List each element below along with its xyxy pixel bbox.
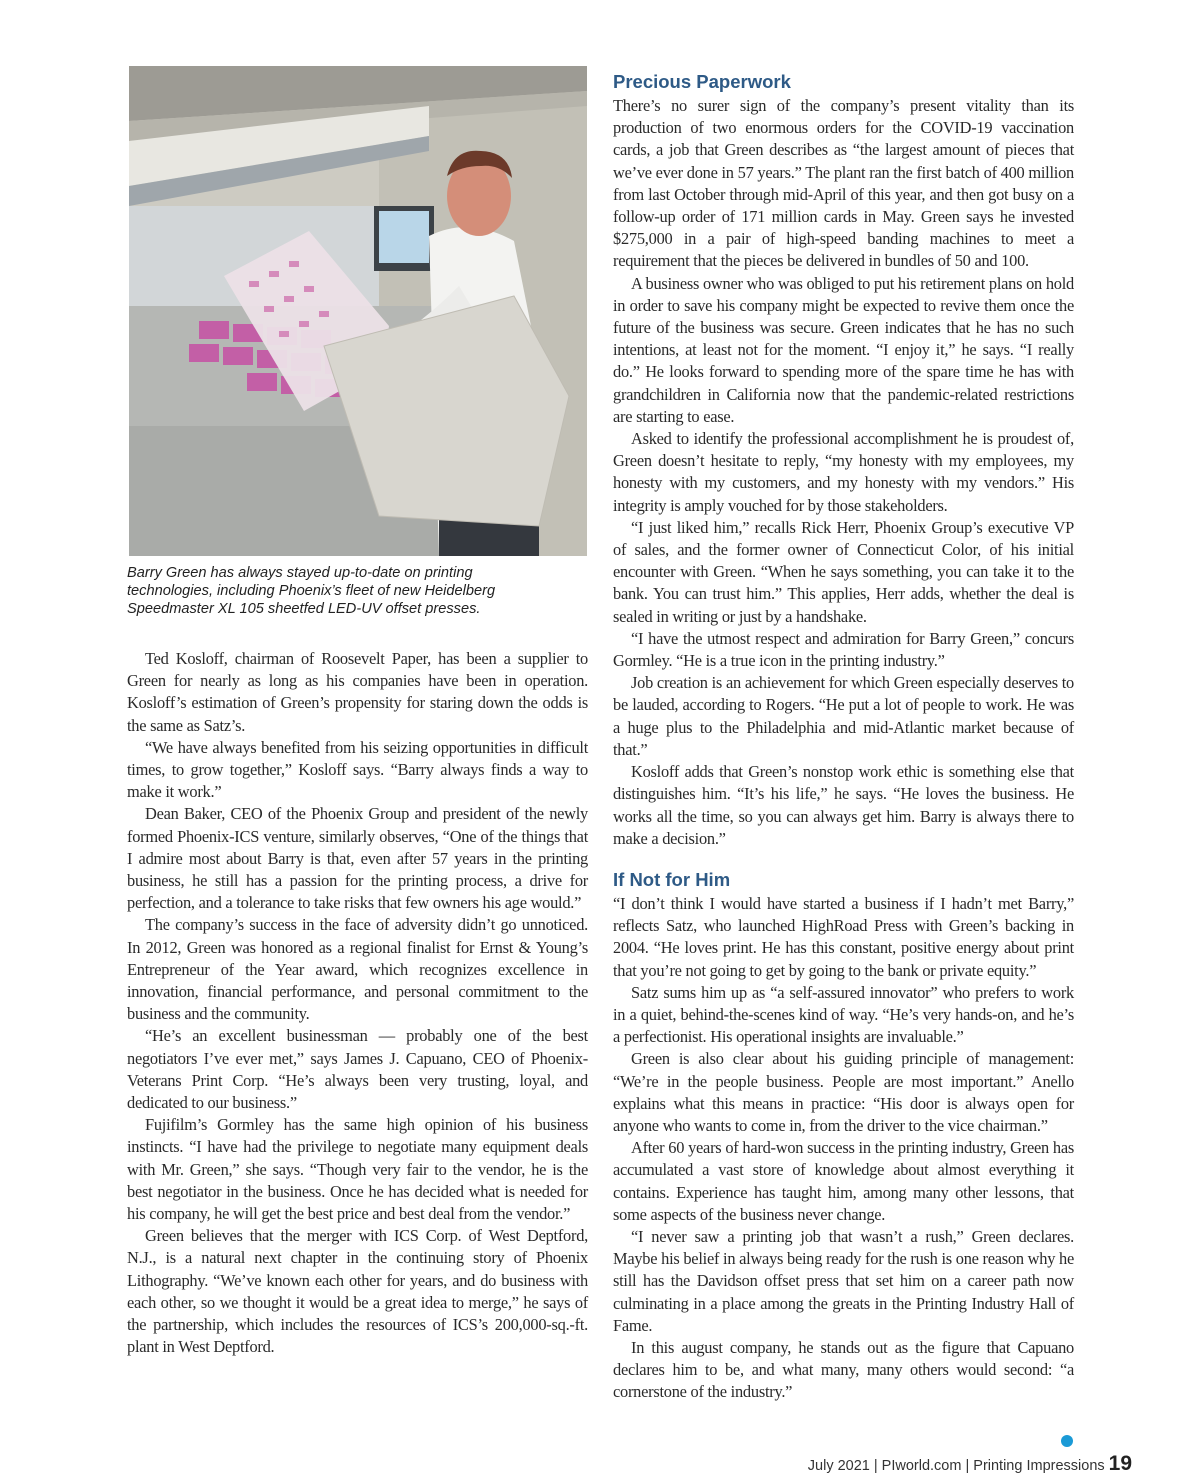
left-article-body (127, 648, 588, 1359)
paragraph: “I never saw a printing job that wasn’t a rush,” Green declares. Maybe his belief in always being ready for the rush is one reason why he still has the Davidson offset press that set him on a career path now culminating in a place among the greats in the Printing Industry Hall of Fame. (613, 1226, 1074, 1335)
paragraph: Fujifilm’s Gormley has the same high opinion of his business instincts. “I have had the privilege to negotiate many equipment deals with Mr. Green,” she says. “Though very fair to the vendor, he is the best negotiator in the business. Once he has decided what is needed for his company, he will get the best price and best deal from the vendor.” (127, 1115, 588, 1224)
paragraph: There’s no surer sign of the company’s present vitality than its production of two enormous orders for the COVID-19 vaccination cards, a job that Green describes as “the largest amount of pieces that we’ve ever done in 57 years.” The plant ran the first batch of 400 million from last October through mid-April of this year, and then got busy on a follow-up order of 171 million cards in May. Green says he invested $275,000 in a pair of high-speed banding machines to meet a requirement that the pieces be delivered in bundles of 50 and 100. (613, 96, 1074, 271)
paragraph: Job creation is an achievement for which Green especially deserves to be lauded, according to Rogers. “He put a lot of people to work. He was a huge plus to the Philadelphia and mid-Atlantic market because of that.” (613, 673, 1074, 759)
paragraph: Ted Kosloff, chairman of Roosevelt Paper, has been a supplier to Green for nearly as long as his companies have been in operation. Kosloff’s estimation of Green’s propensity for staring down the odds is the same as Satz’s. (127, 649, 588, 735)
section-heading-if-not-for-him: If Not for Him (613, 868, 731, 890)
page-number: 19 (1108, 1452, 1132, 1475)
paragraph: The company’s success in the face of adversity didn’t go unnoticed. In 2012, Green was honored as a regional finalist for Ernst & Young’s Entrepreneur of the Year award, which recognizes excellence in innovation, financial performance, and personal commitment to the business and the community. (127, 915, 588, 1024)
footer-text: July 2021 | PIworld.com | Printing Impressions (807, 1458, 1105, 1474)
paragraph: After 60 years of hard-won success in the printing industry, Green has accumulated a vast store of knowledge about almost everything it contains. Experience has taught him, among many other lessons, that some aspects of the business never change. (613, 1138, 1074, 1224)
paragraph: “We have always benefited from his seizing opportunities in difficult times, to grow together,” Kosloff says. “Barry always finds a way to make it work.” (127, 737, 588, 802)
page-footer (808, 1452, 1132, 1476)
paragraph: “I just liked him,” recalls Rick Herr, Phoenix Group’s executive VP of sales, and the former owner of Connecticut Color, of his initial encounter with Green. “When he says something, you can take it to the bank. You can trust him.” This applies, Herr adds, whether the deal is sealed in writing or just by a handshake. (613, 517, 1074, 626)
left-column (127, 66, 588, 1359)
paragraph: Kosloff adds that Green’s nonstop work ethic is something else that distinguishes him. “It’s his life,” he says. “He loves the business. He works all the time, so you can always get him. Barry is always there to make a decision.” (613, 762, 1074, 848)
feature-photo (129, 66, 587, 556)
paragraph: “I have the utmost respect and admiration for Barry Green,” concurs Gormley. “He is a true icon in the printing industry.” (613, 628, 1074, 671)
paragraph: Green is also clear about his guiding principle of management: “We’re in the people business. People are most important.” Anello explains what this means in practice: “His door is always open for anyone who wants to come in, from the driver to the vice chairman.” (613, 1049, 1074, 1135)
paragraph: A business owner who was obliged to put his retirement plans on hold in order to save his company might be expected to revive them once the future of the business was secure. Green indicates that he has no such intentions, at least not for the moment. “I enjoy it,” he says. “I really do.” He looks forward to spending more of the spare time he has with grandchildren in California now that the pandemic-related restrictions are starting to ease. (613, 273, 1074, 426)
paragraph: Asked to identify the professional accomplishment he is proudest of, Green doesn’t hesitate to reply, “my honesty with my employees, my honesty with my customers, and my honesty with my vendors.” His integrity is amply vouched for by those stakeholders. (613, 429, 1074, 515)
paragraph: Dean Baker, CEO of the Phoenix Group and president of the newly formed Phoenix-ICS venture, similarly observes, “One of the things that I admire most about Barry is that, even after 57 years in the printing business, he still has a passion for the printing process, a drive for perfection, and a tolerance to take risks that few owners his age would.” (127, 804, 588, 913)
photo-caption: Barry Green has always stayed up-to-date on printing technologies, including Phoenix’s fleet of new Heidelberg Speedmaster XL 105 sheetfed LED-UV offset presses. (127, 565, 496, 617)
end-of-article-mark-icon (1061, 1435, 1073, 1447)
paragraph: “I don’t think I would have started a business if I hadn’t met Barry,” reflects Satz, who launched HighRoad Press with Green’s backing in 2004. “He loves print. He has this constant, positive energy about print that you’re not going to get by going to the bank or private equity.” (613, 893, 1074, 980)
paragraph: Green believes that the merger with ICS Corp. of West Deptford, N.J., is a natural next chapter in the continuing story of Phoenix Lithography. “We’ve known each other for years, and do business with each other, so we thought it would be a great idea to merge,” he says of the partnership, which includes the resources of ICS’s 200,000-sq.-ft. plant in West Deptford. (127, 1226, 588, 1357)
right-column (613, 70, 1074, 1404)
section-heading-precious-paperwork: Precious Paperwork (613, 71, 791, 92)
paragraph: Satz sums him up as “a self-assured innovator” who prefers to work in a quiet, behind-the-scenes kind of way. “He’s very hands-on, and he’s a perfectionist. His operational insights are invaluable.” (613, 982, 1074, 1047)
paragraph: In this august company, he stands out as the figure that Capuano declares him to be, and what many, many others would second: “a cornerstone of the industry.” (613, 1337, 1074, 1402)
photo-illustration (129, 66, 587, 556)
paragraph: “He’s an excellent businessman — probably one of the best negotiators I’ve ever met,” says James J. Capuano, CEO of Phoenix-Veterans Print Corp. “He’s always been very trusting, loyal, and dedicated to our business.” (127, 1026, 588, 1113)
